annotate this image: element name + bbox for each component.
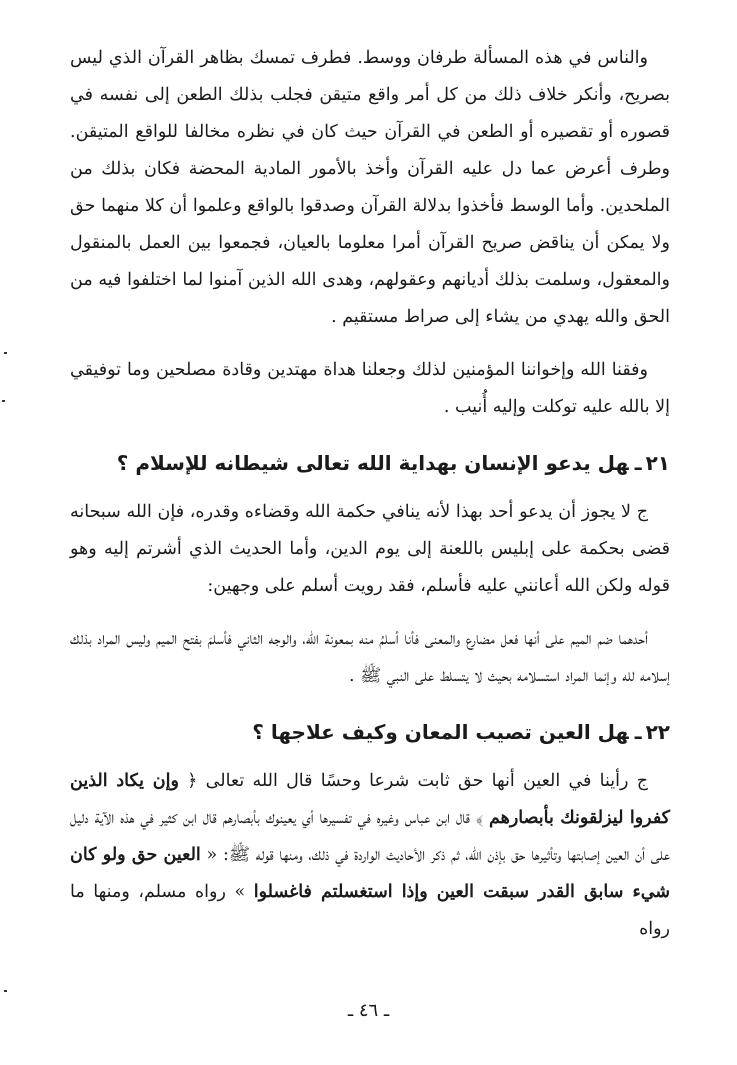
- question-21-answer-1: ج لا يجوز أن يدعو أحد بهذا لأنه ينافي حكمة الله وقضاءه وقدره، فإن الله سبحانه قضى بحكمة على إبليس باللعنة إلى يوم الدين، وأما الحديث الذي أشرتم إليه وهو قوله ولكن الله أعانني عليه فأسلم، فقد رويت أسلم على وجهين:: [70, 502, 670, 596]
- question-22-heading: [70, 715, 670, 749]
- scan-speck: [4, 352, 7, 354]
- question-21-title: هل يدعو الإنسان بهداية الله تعالى شيطانه للإسلام ؟: [116, 451, 629, 475]
- answer-text: » رواه مسلم، ومنها ما رواه: [70, 882, 670, 939]
- question-22-answer: [70, 763, 670, 948]
- intro-paragraph-2: وفقنا الله وإخواننا المؤمنين لذلك وجعلنا هداة مهتدين وقادة مصلحين وما توفيقي إلا بالله عليه توكلت وإليه أُنيب .: [70, 360, 670, 417]
- page-content: [70, 40, 670, 964]
- question-22-title: هل العين تصيب المعان وكيف علاجها ؟: [252, 720, 629, 744]
- question-21-heading: [70, 446, 670, 480]
- scan-speck: [2, 400, 5, 402]
- question-21-number: ٢١: [645, 451, 670, 475]
- answer-text: ج رأينا في العين أنها حق ثابت شرعا وحسًا قال الله تعالى ﴿: [178, 771, 648, 791]
- question-22-number: ٢٢: [645, 720, 670, 744]
- hadith-quote: العين حق ولو كان شيء سابق القدر سبقت العين وإذا استغسلتم فاغسلوا: [70, 845, 670, 902]
- question-22-dash: ـ: [634, 720, 642, 744]
- quran-verse-quote: وإن يكاد الذين كفروا ليزلقونك بأبصارهم: [70, 771, 670, 828]
- intro-paragraph-1: والناس في هذه المسألة طرفان ووسط. فطرف تمسك بظاهر القرآن الذي ليس بصريح، وأنكر خلاف ذلك من كل أمر واقع متيقن فجلب بذلك الطعن إلى نفسه في قصوره أو تقصيره أو الطعن في القرآن حيث كان في نظره مخالفا للواقع المتيقن. وطرف أعرض عما دل عليه القرآن وأخذ بالأمور المادية المحضة فكان بذلك من الملحدين. وأما الوسط فأخذوا بدلالة القرآن وصدقوا بالواقع وعلموا أن كلا منهما حق ولا يمكن أن يناقض صريح القرآن أمرا معلوما بالعيان، فجمعوا بين العمل بالمنقول والمعقول، وسلمت بذلك أديانهم وعقولهم، وهدى الله الذين آمنوا لما اختلفوا فيه من الحق والله يهدي من يشاء إلى صراط مستقيم .: [70, 48, 670, 327]
- answer-text: ﴾ قال ابن عباس وغيره في تفسيرها أي يعينوك بأبصارهم قال ابن كثير في هذه الآية دليل على أن العين إصابتها وتأثيرها حق بإذن الله، ثم ذكر الأحاديث الواردة في ذلك، ومنها قوله ﷺ: «: [70, 808, 670, 865]
- page-number: ـ ٤٦ ـ: [347, 1000, 390, 1021]
- question-21-dash: ـ: [634, 451, 642, 475]
- question-21-answer-2: أحدهما ضم الميم على أنها فعل مضارع والمعنى فأنا أسلمُ منه بمعونة الله، والوجه الثاني فأسلمَ بفتح الميم وليس المراد بذلك إسلامه لله وإنما المراد استسلامه بحيث لا يتسلط على النبي ﷺ .: [70, 629, 670, 686]
- scan-speck: [4, 990, 7, 992]
